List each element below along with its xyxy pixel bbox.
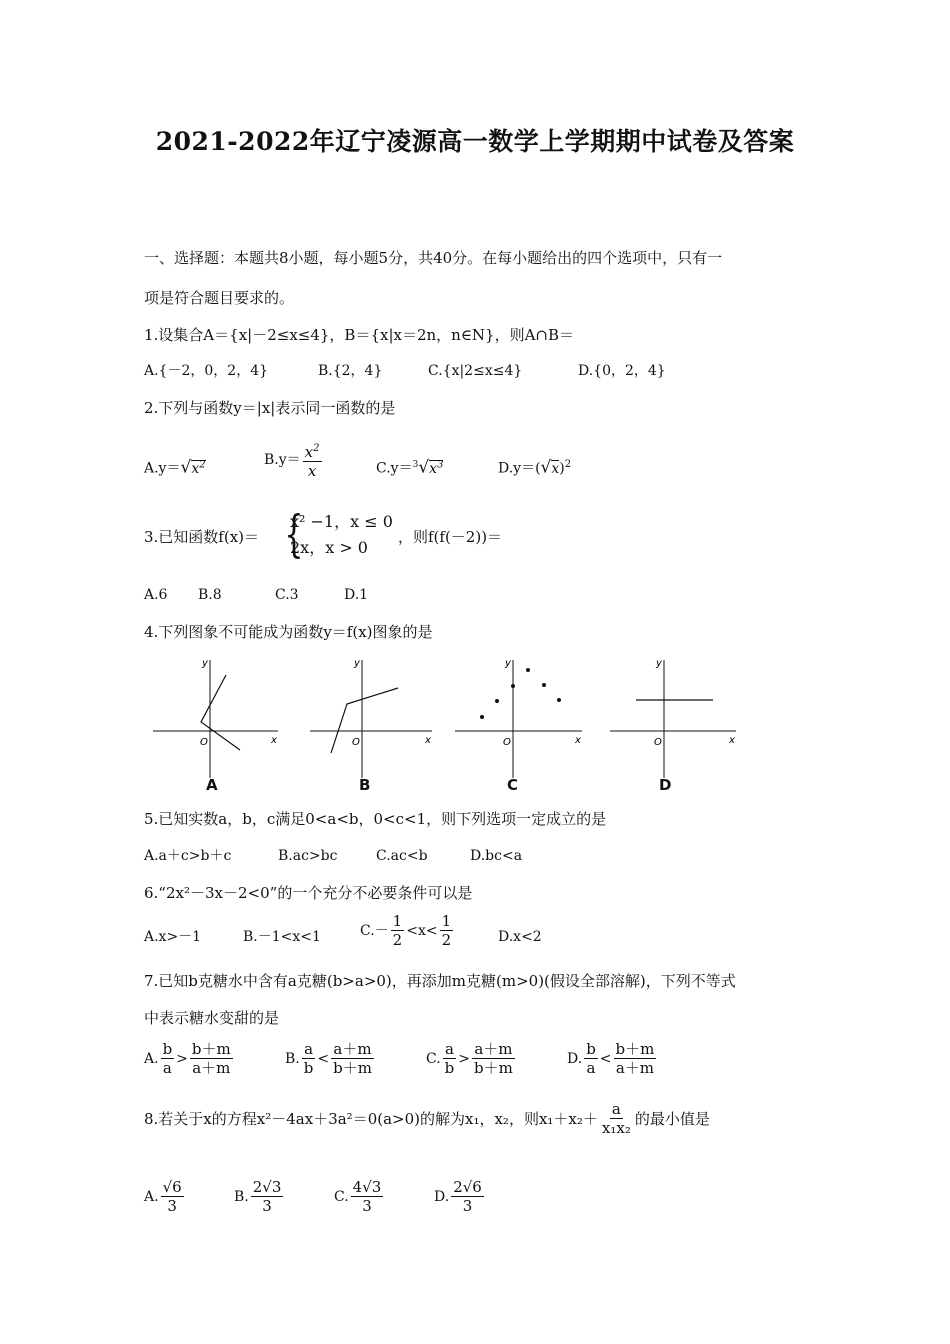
- q2-option-c: $C.y=^3√x^3$: [376, 457, 444, 478]
- svg-text:O: O: [200, 737, 208, 748]
- q3-brace: {: [284, 505, 304, 563]
- q8-option-b: B. $\frac{2√3}{3}$: [234, 1178, 282, 1215]
- q3-stem-suffix: ，则f(f(－2))＝: [398, 528, 503, 546]
- svg-text:O: O: [352, 737, 360, 748]
- q4-graphs: [0, 650, 950, 800]
- svg-text:x: x: [425, 735, 431, 746]
- graph-a: [153, 658, 278, 778]
- q6-option-c: C.－ $\frac{1}{2}$ <x< $\frac{1}{2}$: [360, 912, 452, 949]
- q6-stem: 6.“2x²－3x－2<0”的一个充分不必要条件可以是: [144, 884, 473, 902]
- q8-stem: 8.若关于x的方程x²－4ax＋3a²＝0(a>0)的解为x₁，x₂，则x₁＋x₂＋ $\frac{a}{\text{x₁x₂}}$ 的最小值是: [144, 1100, 710, 1137]
- graph-d: [610, 658, 736, 778]
- q3-option-b: B.8: [198, 587, 222, 603]
- q5-option-c: C.ac<b: [376, 848, 428, 864]
- graph-label-a: A: [206, 776, 218, 794]
- q1-option-a: A.{－2，0，2，4}: [144, 363, 269, 379]
- document-title: 2021-2022年辽宁凌源高一数学上学期期中试卷及答案: [155, 127, 795, 156]
- q6-option-d: D.x<2: [498, 929, 542, 945]
- q5-option-a: A.a＋c>b＋c: [144, 848, 232, 864]
- q4-stem: 4.下列图象不可能成为函数y＝f(x)图象的是: [144, 623, 433, 641]
- q7-stem-line2: 中表示糖水变甜的是: [144, 1009, 280, 1027]
- section-heading-line2: 项是符合题目要求的。: [144, 289, 295, 307]
- svg-text:y: y: [656, 658, 662, 669]
- q3-option-d: D.1: [344, 587, 369, 603]
- svg-text:x: x: [729, 735, 735, 746]
- q1-stem: 1.设集合A＝{x|－2≤x≤4}，B＝{x|x＝2n，n∈N}，则A∩B＝: [144, 326, 575, 344]
- q1-option-d: D.{0，2，4}: [578, 363, 666, 379]
- q6-option-b: B.－1<x<1: [243, 929, 321, 945]
- q3-option-a: A.6: [144, 587, 168, 603]
- q1-option-b: B.{2，4}: [318, 363, 383, 379]
- svg-text:x: x: [575, 735, 581, 746]
- q2-option-a: $A.y=√x^2$: [144, 457, 206, 478]
- svg-text:y: y: [505, 658, 511, 669]
- q5-option-b: B.ac>bc: [278, 848, 338, 864]
- graph-label-c: C: [507, 776, 519, 794]
- svg-text:O: O: [654, 737, 662, 748]
- q6-option-a: A.x>－1: [144, 929, 202, 945]
- q7-option-b: B. $\frac{a}{b}$ < $\frac{a+m}{b+m}$: [285, 1040, 372, 1077]
- q3-case-2: 2x，x > 0: [290, 538, 368, 557]
- graph-c: [455, 658, 582, 778]
- q5-stem: 5.已知实数a，b，c满足0<a<b，0<c<1，则下列选项一定成立的是: [144, 810, 607, 828]
- svg-text:y: y: [354, 658, 360, 669]
- q2-option-b: B.y＝ $\frac{x^2}{x}$: [264, 440, 324, 480]
- q7-option-d: D. $\frac{b}{a}$ < $\frac{b+m}{a+m}$: [567, 1040, 655, 1077]
- q3-stem-prefix: 3.已知函数f(x)＝: [144, 528, 260, 546]
- q2-option-d: $D.y=(√x)^2$: [498, 457, 572, 478]
- graph-label-d: D: [659, 776, 672, 794]
- svg-text:y: y: [202, 658, 208, 669]
- q3-option-c: C.3: [275, 587, 299, 603]
- q8-option-c: C. $\frac{4√3}{3}$: [334, 1178, 382, 1215]
- q1-option-c: C.{x|2≤x≤4}: [428, 363, 523, 379]
- q8-option-a: A. $\frac{√6}{3}$: [144, 1178, 182, 1215]
- graph-b: [310, 658, 432, 778]
- q7-option-a: A. $\frac{b}{a}$ > $\frac{b+m}{a+m}$: [144, 1040, 231, 1077]
- graph-label-b: B: [359, 776, 371, 794]
- q7-stem-line1: 7.已知b克糖水中含有a克糖(b>a>0)，再添加m克糖(m>0)(假设全部溶解)，下列不等式: [144, 972, 736, 990]
- svg-text:x: x: [271, 735, 277, 746]
- q3-case-1: x² −1，x ≤ 0: [290, 512, 393, 531]
- q5-option-d: D.bc<a: [470, 848, 523, 864]
- section-heading-line1: 一、选择题：本题共8小题，每小题5分，共40分。在每小题给出的四个选项中，只有一: [144, 249, 723, 267]
- q7-option-c: C. $\frac{a}{b}$ > $\frac{a+m}{b+m}$: [426, 1040, 513, 1077]
- q2-stem: 2.下列与函数y＝|x|表示同一函数的是: [144, 399, 396, 417]
- q3-piecewise-cases: [290, 509, 393, 561]
- q8-option-d: D. $\frac{2√6}{3}$: [434, 1178, 482, 1215]
- svg-text:O: O: [503, 737, 511, 748]
